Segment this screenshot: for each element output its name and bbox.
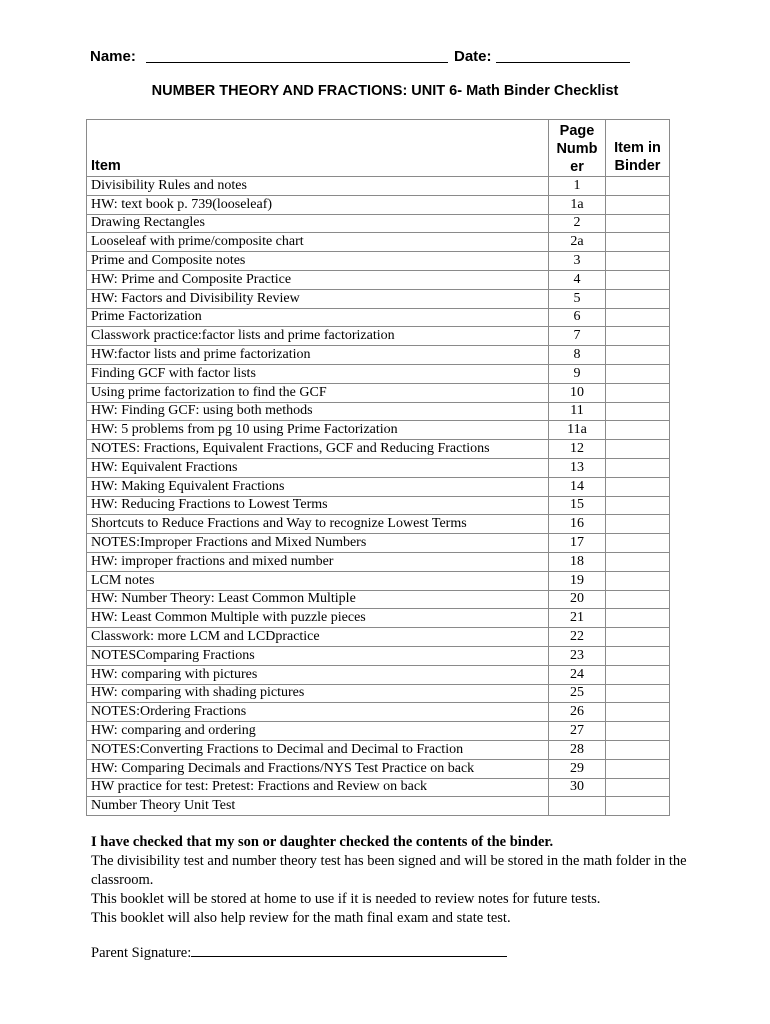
in-binder-check-cell[interactable] <box>606 684 670 703</box>
checklist-item: HW: comparing and ordering <box>87 722 549 741</box>
page-header-line2: Numb <box>556 141 598 157</box>
in-binder-check-cell[interactable] <box>606 421 670 440</box>
table-row <box>87 740 670 759</box>
checklist-item: Drawing Rectangles <box>87 214 549 233</box>
checklist-item: NOTESComparing Fractions <box>87 646 549 665</box>
table-row <box>87 609 670 628</box>
table-row <box>87 552 670 571</box>
checklist-item: Divisibility Rules and notes <box>87 177 549 196</box>
table-row <box>87 214 670 233</box>
page-number-cell: 13 <box>549 458 606 477</box>
page-number-cell: 8 <box>549 346 606 365</box>
page-number-cell: 7 <box>549 327 606 346</box>
table-row <box>87 364 670 383</box>
table-row <box>87 195 670 214</box>
in-binder-check-cell[interactable] <box>606 402 670 421</box>
signature-label: Parent Signature: <box>91 945 192 961</box>
checklist-item: HW: improper fractions and mixed number <box>87 552 549 571</box>
name-date-header <box>90 44 650 68</box>
checklist-item: HW: comparing with shading pictures <box>87 684 549 703</box>
page-number-cell: 18 <box>549 552 606 571</box>
checklist-item: HW practice for test: Pretest: Fractions and Review on back <box>87 778 549 797</box>
in-binder-check-cell[interactable] <box>606 195 670 214</box>
in-binder-check-cell[interactable] <box>606 590 670 609</box>
checklist-item: HW: 5 problems from pg 10 using Prime Factorization <box>87 421 549 440</box>
in-binder-check-cell[interactable] <box>606 364 670 383</box>
table-row <box>87 308 670 327</box>
checklist-item: Looseleaf with prime/composite chart <box>87 233 549 252</box>
checklist-item: NOTES:Improper Fractions and Mixed Numbers <box>87 534 549 553</box>
page-number-cell: 6 <box>549 308 606 327</box>
in-binder-check-cell[interactable] <box>606 252 670 271</box>
in-binder-check-cell[interactable] <box>606 270 670 289</box>
checklist-item: Number Theory Unit Test <box>87 797 549 816</box>
checklist-item: Classwork practice:factor lists and prime factorization <box>87 327 549 346</box>
checklist-item: Classwork: more LCM and LCDpractice <box>87 628 549 647</box>
checklist-item: HW: Finding GCF: using both methods <box>87 402 549 421</box>
page-number-cell: 12 <box>549 440 606 459</box>
page-number-cell: 2 <box>549 214 606 233</box>
in-binder-check-cell[interactable] <box>606 496 670 515</box>
table-row <box>87 477 670 496</box>
checklist-item: Using prime factorization to find the GCF <box>87 383 549 402</box>
page-number-cell: 21 <box>549 609 606 628</box>
page-number-cell: 17 <box>549 534 606 553</box>
page-number-cell: 2a <box>549 233 606 252</box>
notice-line-1: The divisibility test and number theory test has been signed and will be stored in the math folder in the classroom. <box>91 853 687 888</box>
page-number-cell: 5 <box>549 289 606 308</box>
name-label: Name: <box>90 48 136 65</box>
page-number-cell: 15 <box>549 496 606 515</box>
checklist-item: NOTES:Converting Fractions to Decimal and Decimal to Fraction <box>87 740 549 759</box>
table-row <box>87 233 670 252</box>
checklist-item: HW: Factors and Divisibility Review <box>87 289 549 308</box>
checklist-item: Shortcuts to Reduce Fractions and Way to recognize Lowest Terms <box>87 515 549 534</box>
binder-checklist-table <box>86 119 670 816</box>
page-number-cell: 11 <box>549 402 606 421</box>
in-binder-check-cell[interactable] <box>606 289 670 308</box>
table-row <box>87 289 670 308</box>
in-binder-check-cell[interactable] <box>606 628 670 647</box>
table-row <box>87 534 670 553</box>
notice-line-3: This booklet will also help review for the math final exam and state test. <box>91 910 511 926</box>
page-number-cell: 1a <box>549 195 606 214</box>
in-binder-check-cell[interactable] <box>606 383 670 402</box>
table-row <box>87 590 670 609</box>
in-binder-check-cell[interactable] <box>606 440 670 459</box>
table-row <box>87 402 670 421</box>
page-header-line1: Page <box>559 123 595 139</box>
table-row <box>87 496 670 515</box>
table-row <box>87 722 670 741</box>
table-row <box>87 177 670 196</box>
name-field[interactable] <box>146 62 448 63</box>
checklist-item: NOTES: Fractions, Equivalent Fractions, GCF and Reducing Fractions <box>87 440 549 459</box>
page-number-cell: 25 <box>549 684 606 703</box>
checklist-item: HW: Reducing Fractions to Lowest Terms <box>87 496 549 515</box>
in-binder-check-cell[interactable] <box>606 534 670 553</box>
in-binder-check-cell[interactable] <box>606 759 670 778</box>
page-number-cell: 26 <box>549 703 606 722</box>
checklist-item: HW: Number Theory: Least Common Multiple <box>87 590 549 609</box>
in-binder-check-cell[interactable] <box>606 722 670 741</box>
table-row <box>87 571 670 590</box>
page-number-cell <box>549 797 606 816</box>
table-row <box>87 778 670 797</box>
page-number-cell: 20 <box>549 590 606 609</box>
table-row <box>87 665 670 684</box>
binder-header-line2: Binder <box>614 158 661 174</box>
table-row <box>87 383 670 402</box>
item-header-label: Item <box>91 158 121 174</box>
checklist-item: HW: text book p. 739(looseleaf) <box>87 195 549 214</box>
page-number-cell: 22 <box>549 628 606 647</box>
parent-statement: I have checked that my son or daughter checked the contents of the binder. <box>91 834 554 850</box>
signature-line[interactable] <box>191 943 507 957</box>
table-row <box>87 327 670 346</box>
binder-header-line1: Item in <box>614 140 661 156</box>
checklist-item: Prime and Composite notes <box>87 252 549 271</box>
in-binder-check-cell[interactable] <box>606 477 670 496</box>
table-row <box>87 346 670 365</box>
page-title: NUMBER THEORY AND FRACTIONS: UNIT 6- Math Binder Checklist <box>151 83 619 99</box>
checklist-item: Prime Factorization <box>87 308 549 327</box>
checklist-item: HW: Comparing Decimals and Fractions/NYS Test Practice on back <box>87 759 549 778</box>
page-number-cell: 28 <box>549 740 606 759</box>
in-binder-check-cell[interactable] <box>606 327 670 346</box>
checklist-item: HW: Making Equivalent Fractions <box>87 477 549 496</box>
in-binder-check-cell[interactable] <box>606 346 670 365</box>
date-label: Date: <box>454 48 492 65</box>
in-binder-check-cell[interactable] <box>606 233 670 252</box>
page-number-cell: 24 <box>549 665 606 684</box>
table-header-row <box>87 120 670 177</box>
in-binder-check-cell[interactable] <box>606 778 670 797</box>
date-field[interactable] <box>496 62 630 63</box>
page-number-column-header <box>549 120 606 177</box>
in-binder-check-cell[interactable] <box>606 571 670 590</box>
page-number-cell: 16 <box>549 515 606 534</box>
in-binder-check-cell[interactable] <box>606 740 670 759</box>
parent-signature <box>91 943 507 962</box>
checklist-item: HW:factor lists and prime factorization <box>87 346 549 365</box>
in-binder-check-cell[interactable] <box>606 609 670 628</box>
checklist-item: NOTES:Ordering Fractions <box>87 703 549 722</box>
table-row <box>87 252 670 271</box>
table-row <box>87 797 670 816</box>
checklist-item: Finding GCF with factor lists <box>87 364 549 383</box>
checklist-item: HW: Least Common Multiple with puzzle pieces <box>87 609 549 628</box>
page-number-cell: 23 <box>549 646 606 665</box>
page-number-cell: 19 <box>549 571 606 590</box>
table-row <box>87 440 670 459</box>
checklist-item: HW: Prime and Composite Practice <box>87 270 549 289</box>
table-row <box>87 458 670 477</box>
table-row <box>87 759 670 778</box>
page-number-cell: 30 <box>549 778 606 797</box>
table-row <box>87 703 670 722</box>
in-binder-check-cell[interactable] <box>606 552 670 571</box>
table-row <box>87 270 670 289</box>
table-row <box>87 646 670 665</box>
in-binder-check-cell[interactable] <box>606 665 670 684</box>
in-binder-check-cell[interactable] <box>606 703 670 722</box>
page-number-cell: 4 <box>549 270 606 289</box>
checklist-item: LCM notes <box>87 571 549 590</box>
notice-line-2: This booklet will be stored at home to use if it is needed to review notes for future tests. <box>91 891 601 907</box>
checklist-item: HW: comparing with pictures <box>87 665 549 684</box>
in-binder-check-cell[interactable] <box>606 214 670 233</box>
table-row <box>87 628 670 647</box>
in-binder-check-cell[interactable] <box>606 646 670 665</box>
parent-notice <box>91 833 731 928</box>
page-number-cell: 27 <box>549 722 606 741</box>
in-binder-check-cell[interactable] <box>606 515 670 534</box>
checklist-item: HW: Equivalent Fractions <box>87 458 549 477</box>
in-binder-check-cell[interactable] <box>606 177 670 196</box>
page-number-cell: 29 <box>549 759 606 778</box>
in-binder-check-cell[interactable] <box>606 308 670 327</box>
table-row <box>87 684 670 703</box>
table-row <box>87 421 670 440</box>
in-binder-check-cell[interactable] <box>606 458 670 477</box>
page-number-cell: 9 <box>549 364 606 383</box>
in-binder-column-header <box>606 120 670 177</box>
page-number-cell: 10 <box>549 383 606 402</box>
page-number-cell: 1 <box>549 177 606 196</box>
page-number-cell: 14 <box>549 477 606 496</box>
page-header-line3: er <box>570 159 584 175</box>
page-number-cell: 3 <box>549 252 606 271</box>
in-binder-check-cell[interactable] <box>606 797 670 816</box>
item-column-header <box>87 120 549 177</box>
page-number-cell: 11a <box>549 421 606 440</box>
table-row <box>87 515 670 534</box>
checklist-body <box>87 177 670 816</box>
